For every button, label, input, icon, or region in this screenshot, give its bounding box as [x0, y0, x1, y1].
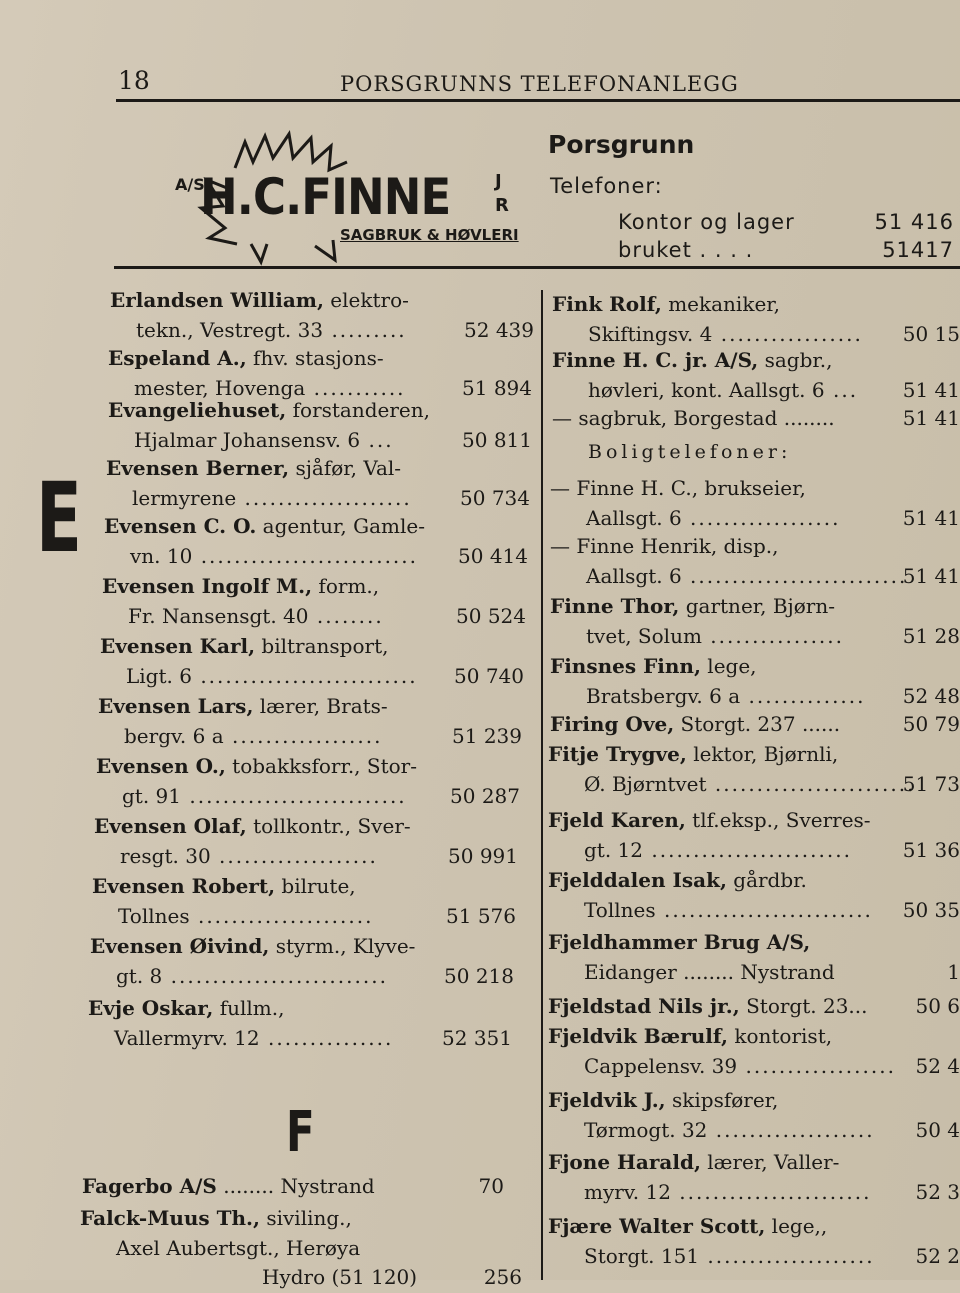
section-letter-f: F — [286, 1100, 315, 1165]
directory-entry: — sagbruk, Borgestad ........ 51 41 — [552, 404, 960, 434]
phone-number: 51 894 — [462, 375, 532, 400]
phone-number: 50 991 — [448, 843, 518, 868]
ad-phone-line — [618, 210, 958, 234]
running-title: PORSGRUNNS TELEFONANLEGG — [340, 72, 739, 96]
phone-number: 1 — [947, 959, 960, 984]
ad-rule — [114, 266, 960, 269]
finne-logo — [165, 128, 535, 268]
directory-entry: Fjone Harald, lærer, Valler- myrv. 12 ....................... 52 3 — [548, 1148, 960, 1207]
phone-number: 50 811 — [462, 427, 532, 452]
phone-number: 51 576 — [446, 903, 516, 928]
company-tagline: SAGBRUK & HØVLERI — [340, 226, 519, 244]
directory-entry: Fjeldhammer Brug A/S, Eidanger ........ Nystrand 1 — [548, 928, 960, 987]
directory-entry: Evensen O., tobakksforr., Stor- gt. 91 .......................... 50 287 — [96, 752, 520, 811]
directory-entry: Finne Thor, gartner, Bjørn- tvet, Solum ................ 51 28 — [550, 592, 960, 651]
ad-phone-number: 51417 — [882, 238, 954, 262]
directory-entry: Evensen Karl, biltransport, Ligt. 6 .......................... 50 740 — [100, 632, 524, 691]
phone-number: 51 41 — [902, 563, 960, 588]
phone-number: 52 2 — [915, 1243, 960, 1268]
company-suffix: JR — [495, 171, 509, 216]
section-letter-e: E — [36, 462, 82, 574]
phone-number: 51 36 — [902, 837, 960, 862]
company-name: H.C.FINNE — [200, 168, 451, 226]
phone-number: 50 6 — [915, 994, 960, 1018]
directory-entry: Evensen Ingolf M., form., Fr. Nansensgt. 40 ........ 50 524 — [102, 572, 526, 631]
phone-number: 50 35 — [902, 897, 960, 922]
phone-number: 51 28 — [902, 623, 960, 648]
ad-phone-label: Kontor og lager — [618, 210, 795, 234]
phone-number: 52 351 — [442, 1025, 512, 1050]
phone-number: 50 287 — [450, 783, 520, 808]
phone-number: 50 524 — [456, 603, 526, 628]
phone-number: 51 73 — [902, 771, 960, 796]
directory-entry: Fjeld Karen, tlf.eksp., Sverres- gt. 12 ........................ 51 36 — [548, 806, 960, 865]
ad-city: Porsgrunn — [548, 130, 695, 159]
directory-entry: Evensen Øivind, styrm., Klyve- gt. 8 .......................... 50 218 — [90, 932, 514, 991]
phone-number: 50 79 — [902, 712, 960, 736]
column-divider — [541, 290, 543, 1280]
directory-entry: Evensen Olaf, tollkontr., Sver- resgt. 30 ................... 50 991 — [94, 812, 518, 871]
directory-entry: Finne H. C. jr. A/S, sagbr., høvleri, kont. Aallsgt. 6 ... 51 41 — [552, 346, 960, 405]
directory-entry: Evensen Berner, sjåfør, Val- lermyrene .................... 50 734 — [106, 454, 530, 513]
directory-entry: Falck-Muus Th., siviling., Axel Aubertsgt., Herøya Hydro (51 120) 256 — [80, 1204, 526, 1293]
directory-entry: Fink Rolf, mekaniker, Skiftingsv. 4 ................. 50 15 — [552, 290, 960, 349]
section-label-boligtelefoner: Boligtelefoner: — [588, 441, 792, 463]
directory-entry: Fjære Walter Scott, lege,, Storgt. 151 .................... 52 2 — [548, 1212, 960, 1271]
phone-number: 256 — [483, 1265, 522, 1289]
directory-entry: Evensen Robert, bilrute, Tollnes ..................... 51 576 — [92, 872, 516, 931]
directory-entry: Fagerbo A/S ........ Nystrand 70 — [82, 1172, 524, 1202]
phone-number: 50 218 — [444, 963, 514, 988]
directory-entry: — Finne H. C., brukseier, Aallsgt. 6 .................. 51 41 — [550, 474, 960, 533]
directory-entry: Fjeldstad Nils jr., Storgt. 23... 50 6 — [548, 992, 960, 1022]
directory-entry: Evensen Lars, lærer, Brats- bergv. 6 a .................. 51 239 — [98, 692, 522, 751]
phone-number: 52 4 — [915, 1053, 960, 1078]
directory-entry: Evje Oskar, fullm., Vallermyrv. 12 ............... 52 351 — [88, 994, 512, 1053]
directory-entry: Fjeldvik J., skipsfører, Tørmogt. 32 ................... 50 4 — [548, 1086, 960, 1145]
phone-number: 50 4 — [915, 1117, 960, 1142]
header-rule — [116, 99, 960, 102]
phone-number: 50 734 — [460, 485, 530, 510]
directory-entry: Finsnes Finn, lege, Bratsbergv. 6 a .............. 52 48 — [550, 652, 960, 711]
ad-phone-line — [618, 238, 958, 262]
directory-entry: Erlandsen William, elektro- tekn., Vestregt. 33 ......... 52 439 — [110, 286, 534, 345]
phone-number: 52 3 — [915, 1179, 960, 1204]
directory-entry: — Finne Henrik, disp., Aallsgt. 6 .......................... 51 41 — [550, 532, 960, 591]
phone-number: 50 15 — [902, 321, 960, 346]
phone-number: 70 — [478, 1174, 504, 1198]
directory-entry: Evensen C. O. agentur, Gamle- vn. 10 .......................... 50 414 — [104, 512, 528, 571]
phone-number: 50 414 — [458, 543, 528, 568]
phone-number: 52 48 — [902, 683, 960, 708]
phone-number: 52 439 — [464, 317, 534, 342]
phone-number: 51 41 — [902, 377, 960, 402]
phone-number: 51 41 — [902, 406, 960, 430]
directory-entry: Espeland A., fhv. stasjons- mester, Hovenga ........... 51 894 — [108, 344, 532, 403]
svg-text:A/S: A/S — [175, 175, 205, 194]
directory-entry: Fjelddalen Isak, gårdbr. Tollnes ......................... 50 35 — [548, 866, 960, 925]
page-number: 18 — [118, 66, 150, 95]
phone-number: 51 41 — [902, 505, 960, 530]
phone-number: 51 239 — [452, 723, 522, 748]
ad-contact-block — [548, 128, 958, 268]
page-header — [118, 62, 958, 102]
directory-entry: Evangeliehuset, forstanderen, Hjalmar Johansensv. 6 ... 50 811 — [108, 396, 532, 455]
directory-entry: Fjeldvik Bærulf, kontorist, Cappelensv. 39 .................. 52 4 — [548, 1022, 960, 1081]
directory-entry: Firing Ove, Storgt. 237 ...... 50 79 — [550, 710, 960, 740]
ad-phone-label: bruket . . . . — [618, 238, 754, 262]
directory-entry: Fitje Trygve, lektor, Bjørnli, Ø. Bjørntvet ........................ 51 73 — [548, 740, 960, 799]
phone-number: 50 740 — [454, 663, 524, 688]
ad-phones-label: Telefoner: — [550, 174, 663, 198]
ad-phone-number: 51 416 — [874, 210, 954, 234]
